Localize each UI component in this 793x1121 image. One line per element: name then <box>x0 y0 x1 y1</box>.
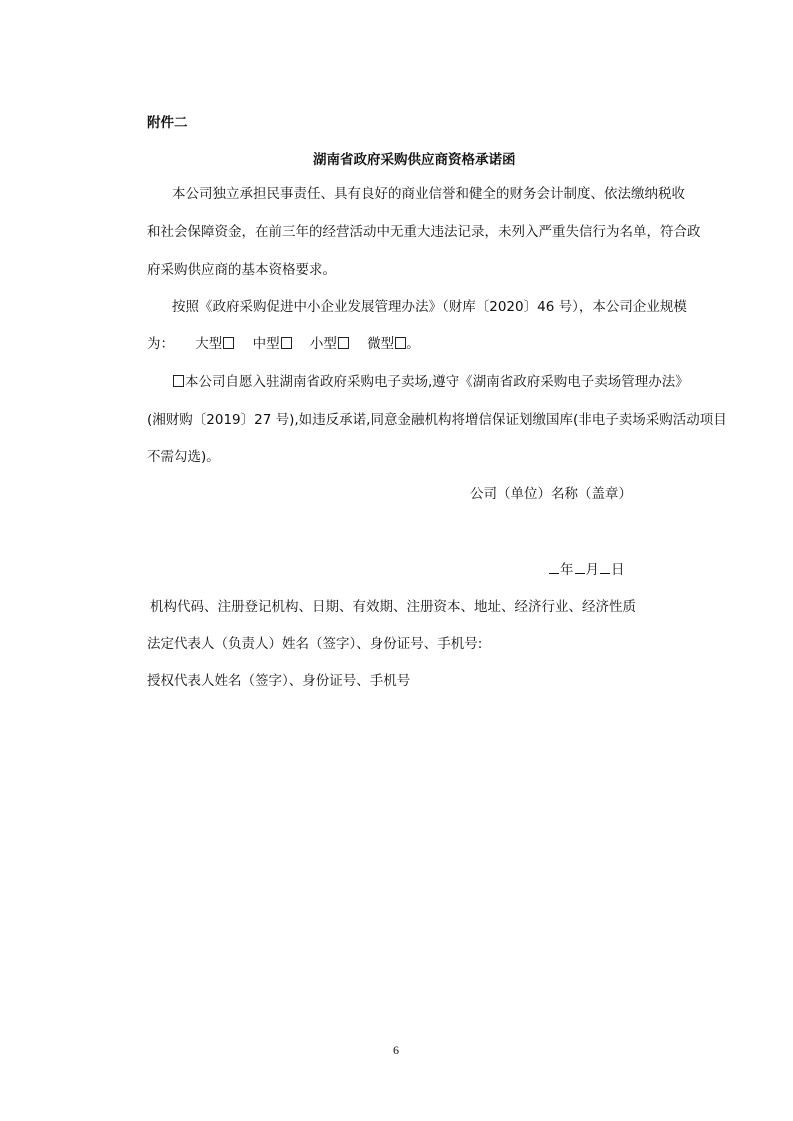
info-line3: 授权代表人姓名（签字）、身份证号、手机号 <box>147 673 411 689</box>
page-title: 湖南省政府采购供应商资格承诺函 <box>313 152 516 168</box>
size-option-micro[interactable]: 微型 <box>367 336 406 352</box>
size-option-large[interactable]: 大型 <box>195 336 234 352</box>
para3-line1 <box>172 372 689 392</box>
size-prefix: 为： <box>147 336 174 352</box>
enterprise-size-row <box>147 334 420 354</box>
year-blank[interactable] <box>549 559 559 574</box>
para1-line3: 府采购供应商的基本资格要求。 <box>147 262 336 278</box>
para1-line2: 和社会保障资金，在前三年的经营活动中无重大违法记录，未列入严重失信行为名单，符合政 <box>147 224 701 240</box>
para3-line3: 不需勾选)。 <box>147 449 220 465</box>
small-checkbox[interactable] <box>338 337 349 349</box>
month-label: 月 <box>585 562 599 578</box>
day-blank[interactable] <box>600 559 610 574</box>
para3-line2: (湘财购〔2019〕27 号),如违反承诺,同意金融机构将增信保证划缴国库(非电子卖场采购活动项目 <box>147 412 727 428</box>
company-signature: 公司（单位）名称（盖章） <box>470 486 632 502</box>
date-line <box>548 559 625 580</box>
large-checkbox[interactable] <box>223 337 234 349</box>
year-label: 年 <box>560 562 574 578</box>
size-option-small[interactable]: 小型 <box>310 336 349 352</box>
attachment-label: 附件二 <box>147 115 188 131</box>
size-end: 。 <box>406 336 420 352</box>
info-line2: 法定代表人（负责人）姓名（签字）、身份证号、手机号: <box>147 636 483 652</box>
month-blank[interactable] <box>575 559 585 574</box>
medium-checkbox[interactable] <box>281 337 292 349</box>
para3-text1: 本公司自愿入驻湖南省政府采购电子卖场,遵守《湖南省政府采购电子卖场管理办法》 <box>185 374 689 390</box>
para1-line1: 本公司独立承担民事责任、具有良好的商业信誉和健全的财务会计制度、依法缴纳税收 <box>172 186 685 202</box>
size-option-medium[interactable]: 中型 <box>253 336 292 352</box>
e-mall-checkbox[interactable] <box>173 375 184 387</box>
micro-checkbox[interactable] <box>395 337 406 349</box>
para2-line1: 按照《政府采购促进中小企业发展管理办法》（财库〔2020〕46 号），本公司企业规模 <box>172 299 687 315</box>
page-number: 6 <box>393 1043 399 1057</box>
info-line1: 机构代码、注册登记机构、日期、有效期、注册资本、地址、经济行业、经济性质 <box>150 599 636 615</box>
day-label: 日 <box>611 562 625 578</box>
